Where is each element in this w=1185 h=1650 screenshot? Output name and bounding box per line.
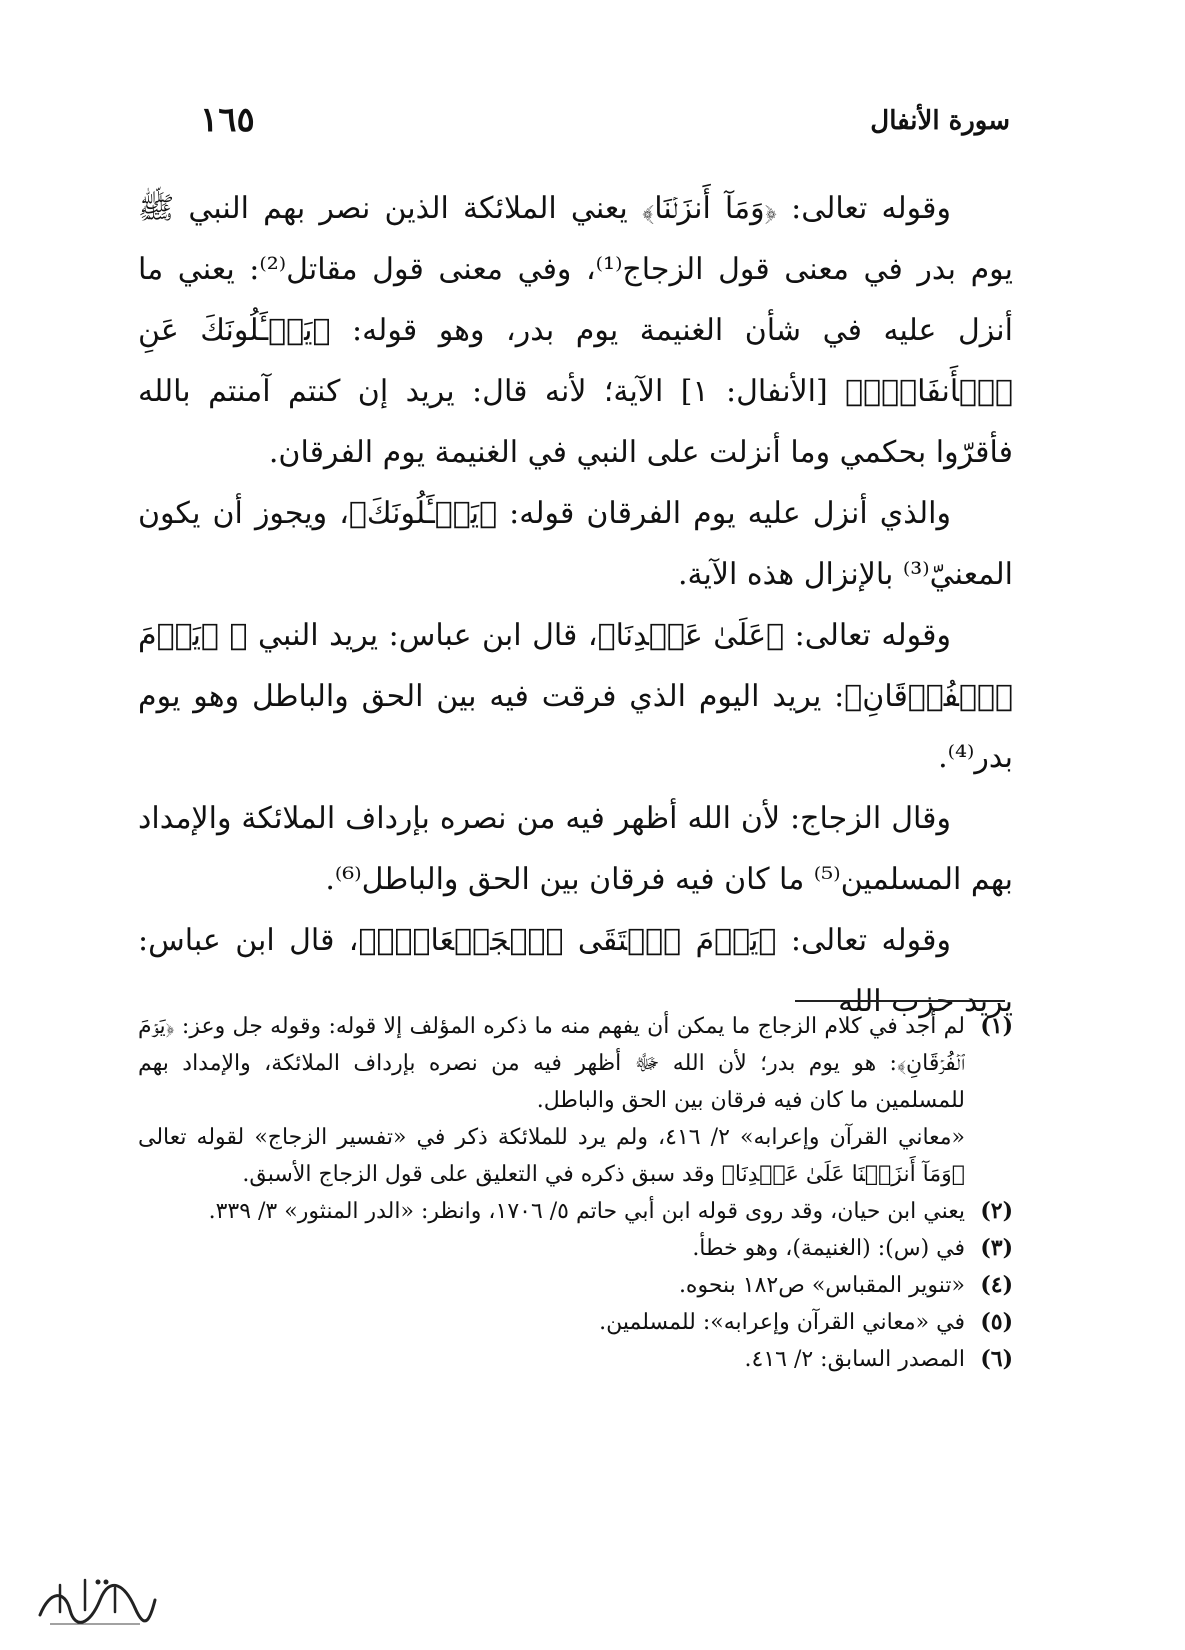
footnote — [138, 1230, 1013, 1267]
footnote-body — [138, 1230, 965, 1267]
footnote-body — [138, 1193, 965, 1230]
footnote-text: «معاني القرآن وإعرابه» ٢/ ٤١٦، ولم يرد للملائكة ذكر في «تفسير الزجاج» لقوله تعالى ﴿وَمَآ أَنزَلۡنَا عَلَىٰ عَبۡدِنَا﴾ وقد سبق ذكره في التعليق على قول الزجاج الأسبق. — [138, 1125, 966, 1187]
footnote-text: في «معاني القرآن وإعرابه»: للمسلمين. — [599, 1310, 965, 1335]
footnote — [138, 1304, 1013, 1341]
footnote-text: يعني ابن حيان، وقد روى قوله ابن أبي حاتم ٥/ ١٧٠٦، وانظر: «الدر المنثور» ٣/ ٣٣٩. — [208, 1199, 965, 1224]
footnote-body — [138, 1341, 965, 1378]
page-number: ١٦٥ — [200, 100, 255, 140]
footnote-body — [138, 1267, 965, 1304]
footnote-number: (٤) — [980, 1272, 1013, 1298]
paragraph: وقوله تعالى: ﴿يَوۡمَ ٱلۡتَقَى ٱلۡجَمۡعَانِۗ﴾، قال ابن عباس: يريد حزب الله — [138, 923, 1013, 1019]
page-header — [200, 100, 1010, 150]
footnote — [138, 1193, 1013, 1230]
footnote-separator — [795, 1000, 1005, 1002]
footnote-text: في (س): (الغنيمة)، وهو خطأ. — [692, 1236, 965, 1261]
footnote-number: (٣) — [980, 1235, 1013, 1261]
footnote-number: (١) — [980, 1013, 1013, 1039]
running-title: سورة الأنفال — [870, 106, 1010, 136]
paragraph: والذي أنزل عليه يوم الفرقان قوله: ﴿يَسۡـَٔلُونَكَ﴾، ويجوز أن يكون المعنيّ⁽³⁾ بالإنزال هذه الآية. — [138, 496, 1013, 592]
main-text — [138, 178, 1013, 1032]
paragraph: وقوله تعالى: ﴿وَمَآ أَنزَلۡنَا﴾ يعني الملائكة الذين نصر بهم النبي ﷺ يوم بدر في معنى قول الزجاج⁽¹⁾، وفي معنى قول مقاتل⁽²⁾: يعني ما أنزل عليه في شأن الغنيمة يوم بدر، وهو قوله: ﴿يَسۡـَٔلُونَكَ عَنِ ٱلۡأَنفَالِۖ﴾ [الأنفال: ١] الآية؛ لأنه قال: يريد إن كنتم آمنتم بالله فأقرّوا بحكمي وما أنزلت على النبي في الغنيمة يوم الفرقان. — [138, 191, 1013, 470]
footnotes — [138, 1008, 1013, 1378]
footnote-text: المصدر السابق: ٢/ ٤١٦. — [744, 1347, 965, 1372]
footnote-number: (٦) — [980, 1346, 1013, 1372]
footnote — [138, 1267, 1013, 1304]
footnote-text: «تنوير المقباس» ص١٨٢ بنحوه. — [678, 1273, 965, 1298]
footnote-text: لم أجد في كلام الزجاج ما يمكن أن يفهم منه ما ذكره المؤلف إلا قوله: وقوله جل وعز: ﴿يَوۡمَ ٱلۡفُرۡقَانِ﴾: هو يوم بدر؛ لأن الله ﷻ أظهر فيه من نصره بإرداف الملائكة، والإمداد بهم للمسلمين ما كان فيه فرقان بين الحق والباطل. — [138, 1014, 965, 1113]
footnote-body — [138, 1304, 965, 1341]
footnote — [138, 1008, 1013, 1193]
paragraph: وقال الزجاج: لأن الله أظهر فيه من نصره بإرداف الملائكة والإمداد بهم المسلمين⁽⁵⁾ ما كان فيه فرقان بين الحق والباطل⁽⁶⁾. — [138, 801, 1013, 897]
footnote — [138, 1341, 1013, 1378]
footnote-number: (٥) — [980, 1309, 1013, 1335]
paragraph: وقوله تعالى: ﴿عَلَىٰ عَبۡدِنَا﴾، قال ابن عباس: يريد النبي ﷺ ﴿يَوۡمَ ٱلۡفُرۡقَانِ﴾: يريد اليوم الذي فرقت فيه بين الحق والباطل وهو يوم بدر⁽⁴⁾. — [138, 618, 1013, 775]
footnote-body — [138, 1008, 965, 1193]
publisher-logo-icon — [30, 1570, 160, 1630]
footnote-number: (٢) — [980, 1198, 1013, 1224]
